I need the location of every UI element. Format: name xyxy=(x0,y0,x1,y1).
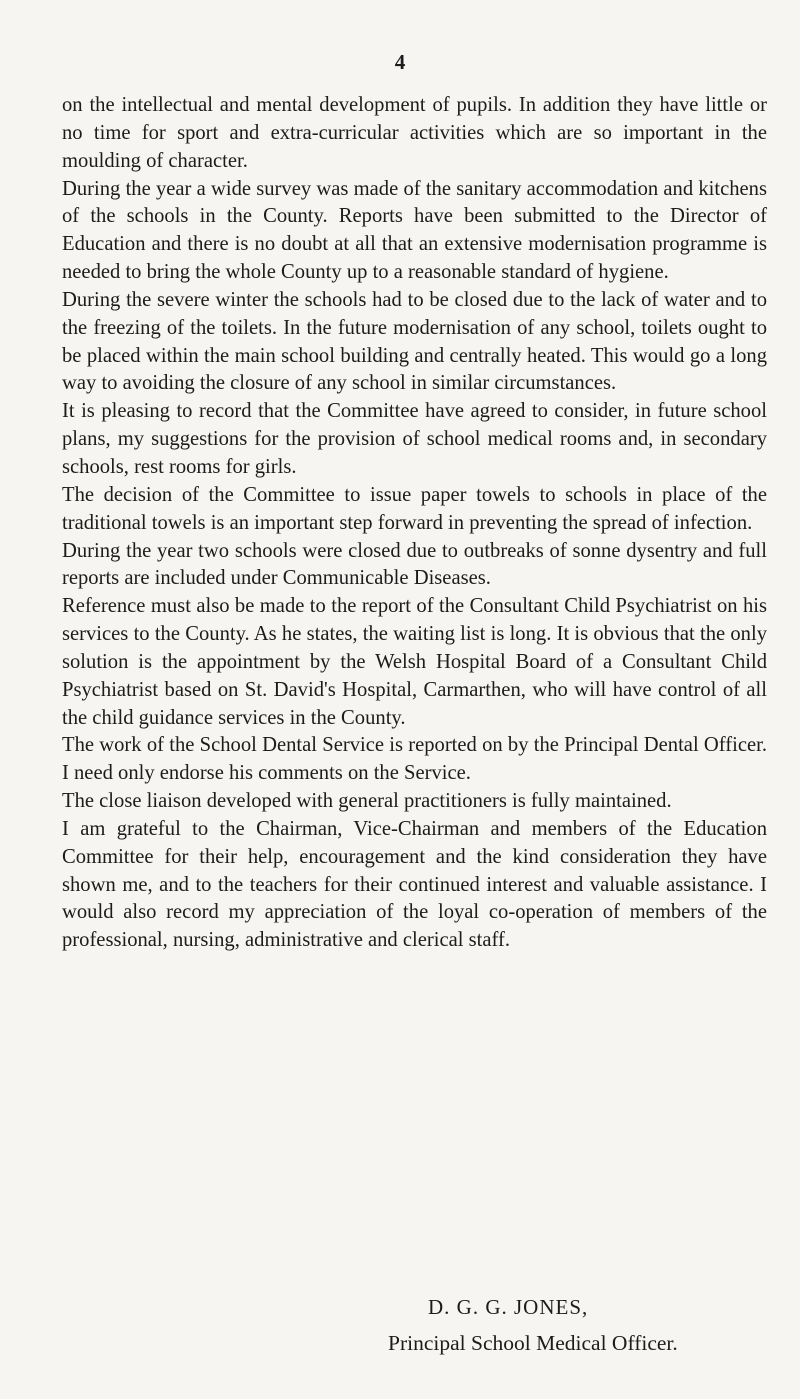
paragraph-child-psychiatrist: Reference must also be made to the report of the Consultant Child Psychiatrist on his services to the County. As he states, the waiting list is long. It is obvious that the only solution is the appointment by the Welsh Hospital Board of a Consultant Child Psychiatrist based on St. David's Hospital, Carmarthen, who will have control of all the child guidance services in the County. xyxy=(62,595,767,729)
signatory-title: Principal School Medical Officer. xyxy=(388,1331,678,1355)
paragraph-sanitary-survey: During the year a wide survey was made of the sanitary accommodation and kitchens of the schools in the County. Reports have been submitted to the Director of Education and there is no doubt at all that an extensive modernisation programme is needed to bring the whole County up to a reasonable standard of hygiene. xyxy=(62,177,767,284)
signatory-name: D. G. G. JONES, xyxy=(428,1295,589,1319)
report-body xyxy=(62,92,767,955)
paragraph-medical-rooms: It is pleasing to record that the Committee have agreed to consider, in future school plans, my suggestions for the provision of school medical rooms and, in secondary schools, rest rooms for girls. xyxy=(62,400,767,478)
paragraph-dysentry: During the year two schools were closed due to outbreaks of sonne dysentry and full reports are included under Communicable Diseases. xyxy=(62,539,767,590)
paragraph-paper-towels: The decision of the Committee to issue paper towels to schools in place of the traditional towels is an important step forward in preventing the spread of infection. xyxy=(62,483,767,534)
paragraph-winter-closure: During the severe winter the schools had to be closed due to the lack of water and to the freezing of the toilets. In the future modernisation of any school, toilets ought to be placed within the main school building and centrally heated. This would go a long way to avoiding the closure of any school in similar circumstances. xyxy=(62,288,767,395)
paragraph-continuation: on the intellectual and mental development of pupils. In addition they have little or no time for sport and extra-curricular activities which are so important in the moulding of character. xyxy=(62,94,767,172)
signature-block xyxy=(388,1289,788,1361)
paragraph-acknowledgements: I am grateful to the Chairman, Vice-Chairman and members of the Education Committee for their help, encouragement and the kind consideration they have shown me, and to the teachers for their continued interest and valuable assistance. I would also record my appreciation of the loyal co-operation of members of the professional, nursing, administrative and clerical staff. xyxy=(62,817,767,952)
page-number: 4 xyxy=(394,50,406,74)
paragraph-dental-service: The work of the School Dental Service is reported on by the Principal Dental Officer. I need only endorse his comments on the Service. xyxy=(62,734,767,785)
paragraph-liaison: The close liaison developed with general practitioners is fully maintained. xyxy=(62,790,672,813)
